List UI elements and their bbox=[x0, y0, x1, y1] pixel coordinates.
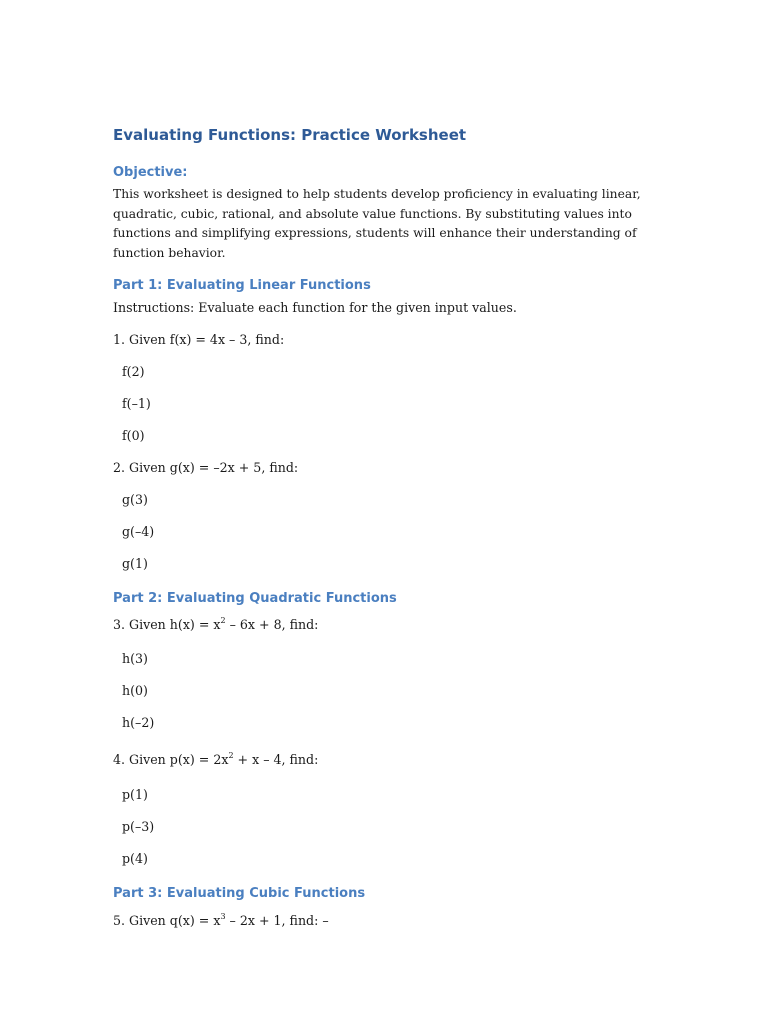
part1-instructions: Instructions: Evaluate each function for the given input values. bbox=[113, 300, 517, 315]
question-3-exponent: 2 bbox=[220, 616, 226, 625]
question-4-item: p(–3) bbox=[122, 819, 155, 834]
question-2: 2. Given g(x) = –2x + 5, find: bbox=[113, 460, 299, 475]
question-1-item: f(0) bbox=[122, 428, 145, 443]
objective-paragraph: This worksheet is designed to help students develop proficiency in evaluating linear, quadratic, cubic, rational, and absolute value functions. By substituting values into functions and simplifying expressions, students will enhance their understanding of function behavior. bbox=[113, 187, 641, 260]
question-1-item: f(–1) bbox=[122, 396, 151, 411]
question-5-tail: – 2x + 1, find: – bbox=[225, 913, 329, 928]
question-3-item: h(0) bbox=[122, 683, 148, 698]
question-4-lead: 4. Given p(x) = 2x bbox=[113, 752, 229, 767]
page-title: Evaluating Functions: Practice Worksheet bbox=[113, 126, 467, 144]
part2-heading: Part 2: Evaluating Quadratic Functions bbox=[113, 591, 397, 606]
question-3-item: h(3) bbox=[122, 651, 148, 666]
question-4-tail: + x – 4, find: bbox=[233, 752, 319, 767]
question-5 bbox=[113, 913, 329, 928]
part3-heading: Part 3: Evaluating Cubic Functions bbox=[113, 886, 366, 901]
question-1: 1. Given f(x) = 4x – 3, find: bbox=[113, 332, 285, 347]
question-5-lead: 5. Given q(x) = x bbox=[113, 913, 221, 928]
question-2-item: g(–4) bbox=[122, 524, 155, 539]
question-4-item: p(1) bbox=[122, 787, 148, 802]
question-3 bbox=[113, 617, 318, 632]
question-3-tail: – 6x + 8, find: bbox=[225, 617, 319, 632]
part1-heading: Part 1: Evaluating Linear Functions bbox=[113, 278, 371, 293]
question-4 bbox=[113, 752, 318, 767]
objective-heading: Objective: bbox=[113, 165, 188, 180]
question-2-item: g(1) bbox=[122, 556, 148, 571]
question-1-item: f(2) bbox=[122, 364, 145, 379]
question-5-exponent: 3 bbox=[220, 912, 226, 921]
question-2-item: g(3) bbox=[122, 492, 148, 507]
question-3-item: h(–2) bbox=[122, 715, 155, 730]
question-4-item: p(4) bbox=[122, 851, 148, 866]
question-4-exponent: 2 bbox=[228, 751, 234, 760]
question-3-lead: 3. Given h(x) = x bbox=[113, 617, 221, 632]
